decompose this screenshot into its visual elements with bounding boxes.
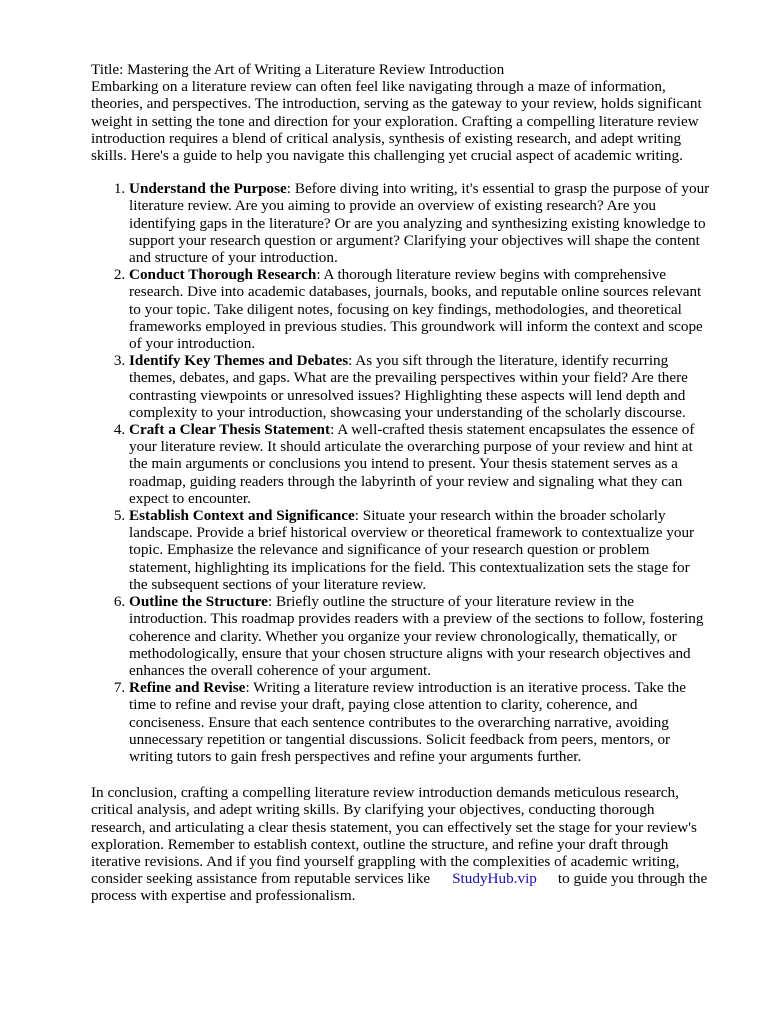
step-text: : Writing a literature review introduction is an iterative process. Take the time to refine and revise your draft, paying close attention to clarity, coherence, and conciseness. Ensure that each sentence contributes to the overarching narrative, avoiding unnecessary repetition or tangential discussions. Solicit feedback from peers, mentors, or writing tutors to gain fresh perspectives and refine your arguments further. bbox=[129, 679, 687, 765]
conclusion-text-before: In conclusion, crafting a compelling literature review introduction demands meticulous research, critical analysis, and adept writing skills. By clarifying your objectives, conducting thorough research, and articulating a clear thesis statement, you can effectively set the stage for your review's exploration. Remember to establish context, outline the structure, and refine your draft through iterative revisions. And if you find yourself grappling with the complexities of academic writing, consider seeking assistance from reputable services like bbox=[91, 784, 697, 888]
step-text: : As you sift through the literature, identify recurring themes, debates, and gaps. What are the prevailing perspectives within your field? Are there contrasting viewpoints or unresolved issues? Highlighting these aspects will lend depth and complexity to your introduction, showcasing your understanding of the scholarly discourse. bbox=[129, 352, 688, 421]
conclusion-text-after: to guide you through the process with expertise and professionalism. bbox=[91, 870, 708, 905]
document-page bbox=[91, 61, 711, 905]
step-heading: Craft a Clear Thesis Statement bbox=[129, 421, 331, 439]
document-title: Title: Mastering the Art of Writing a Literature Review Introduction bbox=[91, 61, 505, 78]
list-item bbox=[129, 421, 711, 507]
list-item bbox=[129, 507, 711, 593]
step-text: : Before diving into writing, it's essential to grasp the purpose of your literature review. Are you aiming to provide an overview of existing research? Are you identifying gaps in the literature? Or are you analyzing and synthesizing existing knowledge to support your research question or argument? Clarifying your objectives will shape the content and structure of your introduction. bbox=[129, 180, 710, 267]
list-item bbox=[129, 266, 711, 352]
step-text: : Situate your research within the broader scholarly landscape. Provide a brief historical overview or theoretical framework to contextualize your topic. Emphasize the relevance and significance of your research question or problem statement, highlighting its implications for the field. This contextualization sets the stage for the subsequent sections of your literature review. bbox=[129, 507, 695, 593]
studyhub-link[interactable]: StudyHub.vip bbox=[452, 870, 537, 888]
step-heading: Understand the Purpose bbox=[129, 180, 287, 198]
conclusion-paragraph bbox=[91, 784, 711, 904]
list-item bbox=[129, 180, 711, 266]
intro-paragraph: Embarking on a literature review can often feel like navigating through a maze of information, theories, and perspectives. The introduction, serving as the gateway to your review, holds significant weight in setting the tone and direction for your exploration. Crafting a compelling literature review introduction requires a blend of critical analysis, synthesis of existing research, and adept writing skills. Here's a guide to help you navigate this challenging yet crucial aspect of academic writing. bbox=[91, 78, 702, 165]
list-item bbox=[129, 679, 711, 765]
list-item bbox=[129, 593, 711, 679]
step-heading: Outline the Structure bbox=[129, 593, 268, 611]
step-heading: Refine and Revise bbox=[129, 679, 246, 697]
step-text: : A thorough literature review begins with comprehensive research. Dive into academic databases, journals, books, and reputable online sources relevant to your topic. Take diligent notes, focusing on key findings, methodologies, and theoretical frameworks employed in previous studies. This groundwork will inform the context and scope of your introduction. bbox=[129, 266, 703, 353]
list-item bbox=[129, 352, 711, 421]
step-heading: Conduct Thorough Research bbox=[129, 266, 317, 284]
step-text: : Briefly outline the structure of your literature review in the introduction. This roadmap provides readers with a preview of the sections to follow, fostering coherence and clarity. Whether you organize your review chronologically, thematically, or methodologically, ensure that your chosen structure aligns with your research objectives and enhances the overall coherence of your argument. bbox=[129, 593, 704, 679]
steps-list bbox=[91, 180, 711, 765]
step-heading: Establish Context and Significance bbox=[129, 507, 355, 525]
step-text: : A well-crafted thesis statement encapsulates the essence of your literature review. It should articulate the overarching purpose of your review and hint at the main arguments or conclusions you intend to present. Your thesis statement serves as a roadmap, guiding readers through the labyrinth of your review and signaling what they can expect to encounter. bbox=[129, 421, 695, 507]
step-heading: Identify Key Themes and Debates bbox=[129, 352, 349, 370]
